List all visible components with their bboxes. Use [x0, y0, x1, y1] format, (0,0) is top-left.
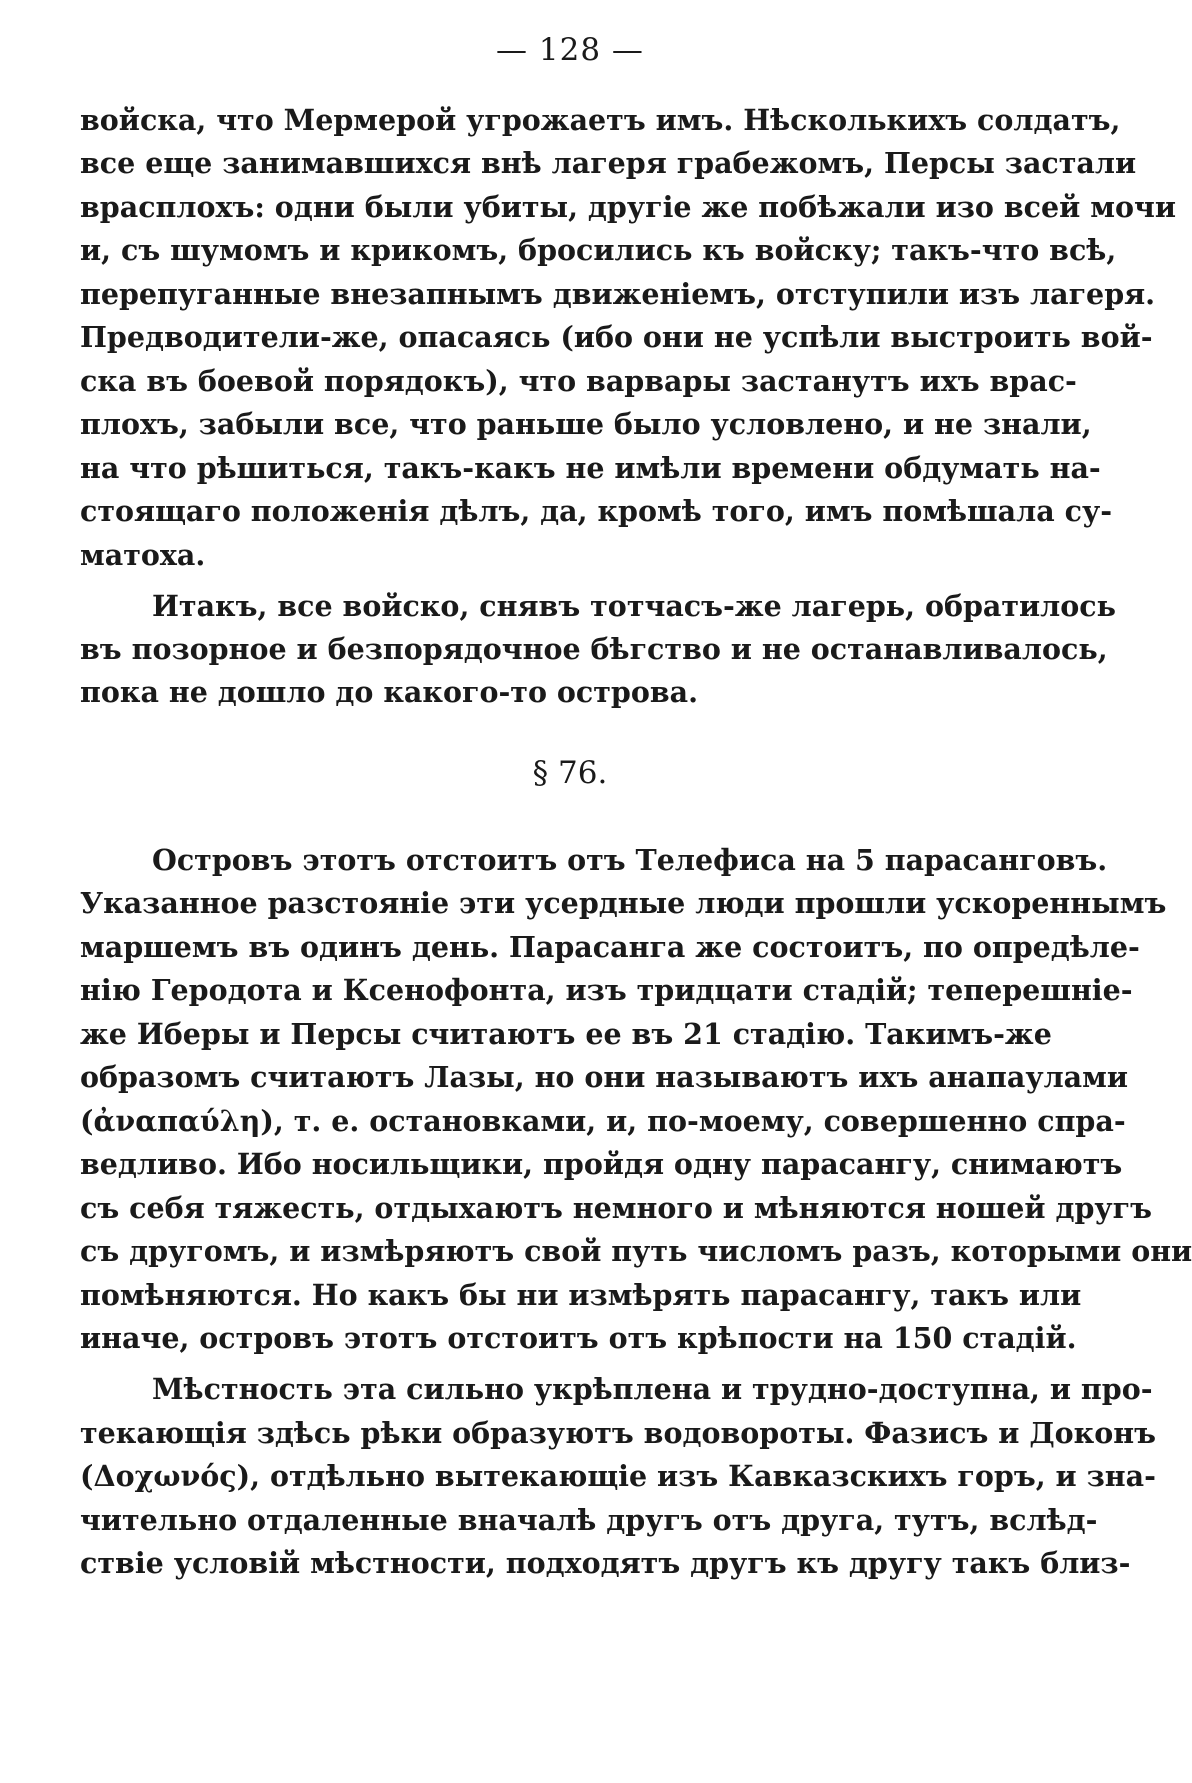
text-line: пока не дошло до какого-то острова. — [80, 675, 699, 709]
text-line: Предводители-же, опасаясь (ибо они не успѣли выстроить вой- — [80, 320, 1153, 354]
text-line: и, съ шумомъ и крикомъ, бросились къ войску; такъ-что всѣ, — [80, 233, 1117, 267]
text-line: съ другомъ, и измѣряютъ свой путь числомъ разъ, которыми они — [80, 1234, 1192, 1268]
text-line: (ἀναπαύλη), т. е. остановками, и, по-моему, совершенно спра- — [80, 1104, 1126, 1138]
text-line: все еще занимавшихся внѣ лагеря грабежомъ, Персы застали — [80, 146, 1137, 180]
text-line: съ себя тяжесть, отдыхаютъ немного и мѣняются ношей другъ — [80, 1191, 1152, 1225]
text-line: плохъ, забыли все, что раньше было условлено, и не знали, — [80, 407, 1092, 441]
text-line: стоящаго положенія дѣлъ, да, кромѣ того, имъ помѣшала су- — [80, 494, 1113, 528]
page-number: — 128 — — [496, 32, 644, 68]
text-line: иначе, островъ этотъ отстоитъ отъ крѣпости на 150 стадій. — [80, 1321, 1077, 1355]
text-line: перепуганные внезапнымъ движеніемъ, отступили изъ лагеря. — [80, 277, 1156, 311]
text-line: текающія здѣсь рѣки образуютъ водовороты. Фазисъ и Доконъ — [80, 1416, 1157, 1450]
text-line: ствіе условій мѣстности, подходятъ другъ къ другу такъ близ- — [80, 1546, 1131, 1580]
text-line: маршемъ въ одинъ день. Парасанга же состоитъ, по опредѣле- — [80, 930, 1140, 964]
text-line: матоха. — [80, 538, 206, 572]
text-line: въ позорное и безпорядочное бѣгство и не останавливалось, — [80, 632, 1108, 666]
text-line: врасплохъ: одни были убиты, другіе же побѣжали изо всей мочи — [80, 190, 1176, 224]
text-line: Островъ этотъ отстоитъ отъ Телефиса на 5 парасанговъ. — [152, 843, 1108, 877]
text-line: Мѣстность эта сильно укрѣплена и трудно-доступна, и про- — [152, 1372, 1153, 1406]
text-line: образомъ считаютъ Лазы, но они называютъ ихъ анапаулами — [80, 1060, 1129, 1094]
text-line: Итакъ, все войско, снявъ тотчасъ-же лагерь, обратилось — [152, 589, 1116, 623]
text-line: (Δοχωνός), отдѣльно вытекающіе изъ Кавказскихъ горъ, и зна- — [80, 1459, 1156, 1493]
text-line: помѣняются. Но какъ бы ни измѣрять парасангу, такъ или — [80, 1278, 1082, 1312]
text-line: ска въ боевой порядокъ), что варвары застанутъ ихъ врас- — [80, 364, 1077, 398]
text-line: войска, что Мермерой угрожаетъ имъ. Нѣсколькихъ солдатъ, — [80, 103, 1121, 137]
text-line: чительно отдаленные вначалѣ другъ отъ друга, тутъ, вслѣд- — [80, 1503, 1098, 1537]
text-line: Указанное разстояніе эти усердные люди прошли ускореннымъ — [80, 886, 1167, 920]
text-line: же Иберы и Персы считаютъ ее въ 21 стадію. Такимъ-же — [80, 1017, 1052, 1051]
text-line: ведливо. Ибо носильщики, пройдя одну парасангу, снимаютъ — [80, 1147, 1123, 1181]
text-line: на что рѣшиться, такъ-какъ не имѣли времени обдумать на- — [80, 451, 1101, 485]
text-line: нію Геродота и Ксенофонта, изъ тридцати стадій; теперешніе- — [80, 973, 1133, 1007]
section-heading: § 76. — [532, 755, 608, 791]
